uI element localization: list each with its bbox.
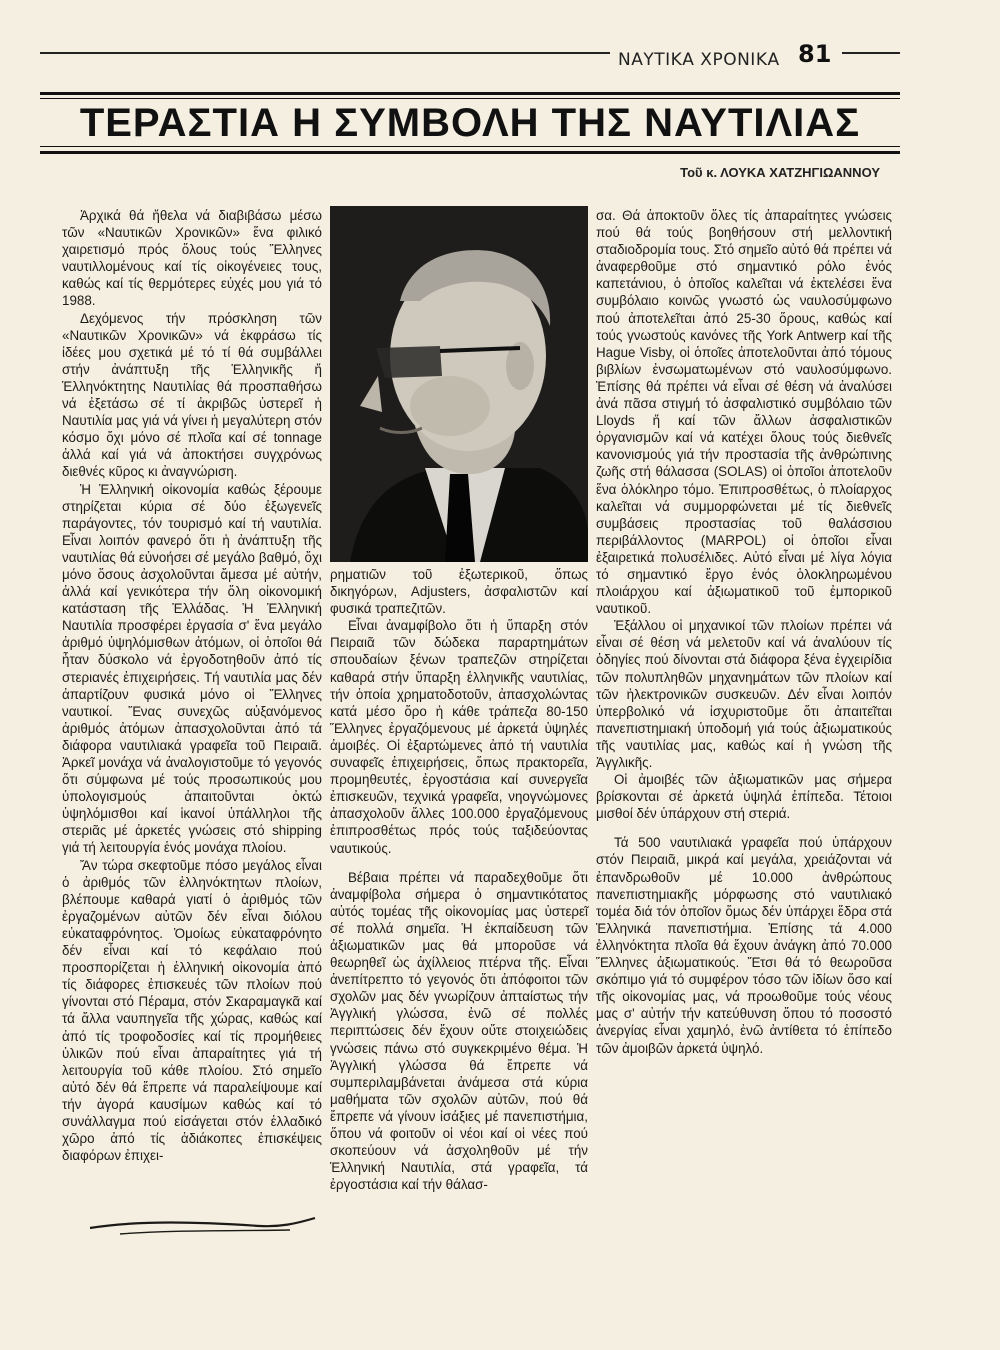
paragraph: Δεχόμενος τήν πρόσκληση τῶν «Ναυτικῶν Χρονικῶν» νά ἐκφράσω τίς ἰδέες μου σχετικά μέ τό τί θά συμβάλλει στήν ἀνάπτυξη τῆς Ἑλληνικῆς ἤ Ἑλληνόκτητης Ναυτιλίας θά προσπαθήσω νά ἐξετάσω σέ τί ἀκριβῶς ὑστερεῖ ἡ Ναυτιλία μας γιά νά γίνει ἡ μεγαλύτερη στόν κόσμο ὄχι μόνο σέ πλοῖα καί σέ tonnage ἀλλά καί γιά νά ἀποκτήσει συγχρόνως διεθνές κῦρος κι ἀναγνώριση. xyxy=(62,310,322,480)
page-number: 81 xyxy=(798,40,832,68)
headline-rule-top-thick xyxy=(40,92,900,95)
paragraph-gap xyxy=(596,822,892,834)
paragraph: Εἶναι ἀναμφίβολο ὅτι ἡ ὕπαρξη στόν Πειραιᾶ τῶν δώδεκα παραρτημάτων σπουδαίων ξένων τραπεζῶν στηρίζεται καθαρά στήν ὕπαρξη ἑλληνικῆς ναυτιλίας, τήν ὁποία χρηματοδοτοῦν, ἀπασχολώντας κατά μέσο ὅρο ἡ κάθε τράπεζα 80-150 Ἕλληνες ἐργαζόμενους μέ ἀρκετά ὑψηλές ἀμοιβές. Οἱ ἐξαρτώμενες ἀπό τή ναυτιλία συναφεῖς ἐπιχειρήσεις, ὅπως πρακτορεῖα, προμηθευτές, ἐργοστάσια καί συνεργεῖα ἐπισκευῶν, τεχνικά γραφεῖα, νηογνώμονες ἀπασχολοῦν ἄλλες 100.000 ἐργαζόμενους ἐπιπροσθέτως πρός τούς ταξιδεύοντας ναυτικούς. xyxy=(330,618,588,856)
author-portrait-image xyxy=(330,206,588,562)
running-title: ΝΑΥΤΙΚΑ ΧΡΟΝΙΚΑ xyxy=(618,50,780,70)
paragraph: Ἡ Ἑλληνική οἰκονομία καθώς ξέρουμε στηρίζεται κύρια σέ δύο ἐξωγενεῖς παράγοντες, τόν τουρισμό καί τή ναυτιλία. Εἶναι λοιπόν φανερό ὅτι ἡ ἀνάπτυξη τῆς ναυτιλίας θά εὐνοήσει σέ μεγάλο βαθμό, ὄχι μόνο ὅσους ἀσχολοῦνται ἄμεσα μέ αὐτήν, ἀλλά καί γενικότερα τήν ὅλη οἰκονομική κατάσταση τῆς Ἑλλάδας. Ἡ Ἑλληνική Ναυτιλία προσφέρει ἐργασία σ' ἕνα μεγάλο ἀριθμό ὑψηλόμισθων ἀτόμων, οἱ ὁποῖοι θά ἦταν δύσκολο νά ἐργοδοτηθοῦν ἀπό τίς στεριανές ἐπιχειρήσεις. Τή ναυτιλία μας δέν ἀπαρτίζουν φυσικά μόνο οἱ Ἕλληνες ναυτικοί. Ἕνας συνεχῶς αὐξανόμενος ἀριθμός ἀτόμων ἀπασχολοῦνται ἀπό τά διάφορα ναυτιλιακά γραφεῖα τοῦ Πειραιᾶ. Ἀρκεῖ μονάχα νά ἀναλογιστοῦμε τό γεγονός ὅτι σύμφωνα μέ τούς προσωπικούς μου ὑπολογισμούς ἀπαιτοῦνται ὀκτώ ὑψηλόμισθοι καί ἱκανοί ὑπάλληλοι τῆς στεριᾶς μέ ἀρκετές γνώσεις στό shipping γιά τή λειτουργία ἑνός μονάχα πλοίου. xyxy=(62,481,322,856)
paragraph: Ἀρχικά θά ἤθελα νά διαβιβάσω μέσω τῶν «Ναυτικῶν Χρονικῶν» ἕνα φιλικό χαιρετισμό πρός ὅλους τούς Ἕλληνες ναυτιλλομένους καί τίς οἰκογένειες τους, καθώς καί τίς θερμότερες εὐχές μου γιά τό 1988. xyxy=(62,208,322,309)
paragraph-gap xyxy=(330,857,588,869)
article-byline: Τοῦ κ. ΛΟΥΚΑ ΧΑΤΖΗΓΙΩΑΝΝΟΥ xyxy=(680,165,880,180)
author-photo xyxy=(330,206,588,562)
paragraph: Τά 500 ναυτιλιακά γραφεῖα πού ὑπάρχουν στόν Πειραιᾶ, μικρά καί μεγάλα, χρειάζονται νά ἐπανδρωθοῦν μέ 10.000 ἀνθρώπους πανεπιστημιακῆς μόρφωσης στό ναυτιλιακό τομέα διά τόν ὁποῖον ὅμως δέν ὑπάρχει ἕδρα στά Ἑλληνικά πανεπιστήμια. Ἐπίσης τά 4.000 ἑλληνόκτητα πλοῖα θά ἔχουν ἀνάγκη ἀπό 70.000 Ἕλληνες ἀξιωματικούς. Ἔτσι θά τό θεωροῦσα σκόπιμο γιά τό συμφέρον τόσο τῶν ἰδίων ὅσο καί τῆς οἰκονομίας μας, νά προωθοῦμε τούς νέους μας σ' αὐτήν τήν κατεύθυνση ὅπου τό ποσοστό ἀνεργίας εἶναι χαμηλό, ἐνῶ ἀντίθετα τό ἐπίπεδο τῶν ἀμοιβῶν ἀρκετά ὑψηλό. xyxy=(596,835,892,1056)
paragraph: Οἱ ἀμοιβές τῶν ἀξιωματικῶν μας σήμερα βρίσκονται σέ ἀρκετά ὑψηλά ἐπίπεδα. Τέτοιοι μισθοί δέν ὑπάρχουν στή στεριά. xyxy=(596,772,892,822)
header-rule-right xyxy=(842,52,900,54)
end-mark-flourish xyxy=(80,1200,330,1250)
paragraph: Ἐξάλλου οἱ μηχανικοί τῶν πλοίων πρέπει νά εἶναι σέ θέση νά μελετοῦν καί νά ἀναλύουν τίς ὁδηγίες πού δίνονται στά διάφορα ξένα ἐγχειρίδια τῶν πολυπληθῶν μηχανημάτων τῶν πλοίων καί τῶν ἠλεκτρονικῶν συσκευῶν. Δέν εἶναι λοιπόν ὑπερβολικό νά ἰσχυριστοῦμε ὅτι ἀπαιτεῖται πανεπιστημιακή ὑποδομή γιά τούς ἀξιωματικούς τῆς ναυτιλίας μας, καθώς καί ἡ γνώση τῆς Ἀγγλικῆς. xyxy=(596,618,892,770)
paragraph: Βέβαια πρέπει νά παραδεχθοῦμε ὅτι ἀναμφίβολα σήμερα ὁ σημαντικότατος αὐτός τομέας τῆς οἰκονομίας μας ὑστερεῖ σέ πολλά σημεῖα. Ἡ ἐκπαίδευση τῶν ἀξιωματικῶν μας θά μποροῦσε νά θεωρηθεῖ ὡς ἀχίλλειος πτέρνα τῆς. Εἶναι ἀνεπίτρεπτο τό γεγονός ὅτι ἀπόφοιτοι τῶν σχολῶν μας δέν γνωρίζουν ἀπταίστως τήν Ἀγγλική γλώσσα, ἐνῶ σέ πολλές περιπτώσεις δέν ἔχουν οὔτε στοιχειώδεις γνώσεις πάνω στό συγκεκριμένο θέμα. Ἡ Ἀγγλική γλώσσα θά ἔπρεπε νά συμπεριλαμβάνεται ἀνάμεσα στά κύρια μαθήματα τῶν σχολῶν αὐτῶν, πού θά ἔπρεπε νά γίνουν ἰσάξιες μέ πανεπιστήμια, ὅπου νά φοιτοῦν οἱ νέοι καί οἱ νέες πού σκοπεύουν νά ἀσχοληθοῦν μέ τήν Ἑλληνική Ναυτιλία, στά γραφεῖα, τά ἐργοστάσια καί τήν θάλασ- xyxy=(330,869,588,1193)
paragraph: ρηματιῶν τοῦ ἐξωτερικοῦ, ὅπως δικηγόρων, Adjusters, ἀσφαλιστῶν καί φυσικά τραπεζιτῶν. xyxy=(330,567,588,617)
headline-rule-top-thin xyxy=(40,98,900,99)
header-rule-left xyxy=(40,52,610,54)
article-column-3 xyxy=(596,207,892,1057)
headline-rule-bottom-thin xyxy=(40,146,900,147)
paragraph: σα. Θά ἀποκτοῦν ὅλες τίς ἀπαραίτητες γνώσεις πού θά τούς βοηθήσουν στή μελλοντική σταδιοδρομία τους. Στό σημεῖο αὐτό θά πρέπει νά ἀναφερθοῦμε στό σημαντικό ρόλο ἑνός καπετάνιου, ὁ ὁποῖος καλεῖται νά ἐκτελέσει ἕνα συμβόλαιο κοινῶς γνωστό ὡς ναυλοσύμφωνο πού ἀποτελεῖται ἀπό 25-30 ὅρους, καθώς καί τούς γνωστούς κανόνες τῆς York Antwerp καί τῆς Hague Visby, οἱ ὁποῖες ἀποτελοῦνται ἀπό τόμους βιβλίων ἐνσωματωμένων στό ναυλοσύμφωνο. Ἐπίσης θά πρέπει νά εἶναι σέ θέση νά ἀναλύσει ἀνά πᾶσα στιγμή τό ἀσφαλιστικό συμβόλαιο τῶν Lloyds ἤ καί τῶν ἄλλων ἀσφαλιστικῶν ὀργανισμῶν καί νά κατέχει ὅλους τούς διεθνεῖς κανονισμούς γιά τήν προστασία τῆς ἀνθρώπινης ζωῆς στή θάλασσα (SOLAS) οἱ ὁποῖοι ἀποτελοῦν ἕνα ὁλόκληρο τόμο. Ἐπιπροσθέτως, ὁ πλοίαρχος καλεῖται νά συμμορφώνεται μέ τίς διεθνεῖς συμβάσεις προστασίας τοῦ θαλάσσιου περιβάλλοντος (MARPOL) οἱ ὁποῖοι εἶναι ἐξαιρετικά πολυσέλιδες. Αὐτό εἶναι μέ λίγα λόγια τό σημαντικό ἔργο ἑνός ὁλοκληρωμένου πλοιάρχου καί ἀξιωματικοῦ τοῦ ἐμπορικοῦ ναυτικοῦ. xyxy=(596,208,892,617)
article-column-2 xyxy=(330,566,588,1193)
article-title: ΤΕΡΑΣΤΙΑ Η ΣΥΜΒΟΛΗ ΤΗΣ ΝΑΥΤΙΛΙΑΣ xyxy=(79,101,861,145)
paragraph: Ἄν τώρα σκεφτοῦμε πόσο μεγάλος εἶναι ὁ ἀριθμός τῶν ἑλληνόκτητων πλοίων, βλέπουμε καθαρά γιατί ὁ ἀριθμός τῶν ἐργαζομένων αὐτῶν δέν εἶναι διόλου εὐκαταφρόνητος. Ὁμοίως εὐκαταφρόνητο δέν εἶναι καί τό κεφάλαιο πού προσπορίζεται ἡ ἑλληνική οἰκονομία ἀπό τίς διάφορες ἐπισκευές τῶν πλοίων πού γίνονται στό Πέραμα, στόν Σκαραμαγκᾶ καί τά ἄλλα ναυπηγεῖα τῆς χώρας, καθώς καί ἀπό τίς τροφοδοσίες καί τίς προμήθειες ὑλικῶν πού εἶναι ἀπαραίτητες γιά τή λειτουργία τοῦ κάθε πλοίου. Στό σημεῖο αὐτό δέν θά ἔπρεπε νά παραλείψουμε καί τήν ἀγορά καυσίμων καθώς καί τό συνάλλαγμα πού εἰσάγεται στόν ἑλλαδικό χῶρο ἀπό τίς ἀδιάκοπες ἐπισκέψεις διαφόρων ἐπιχει- xyxy=(62,857,322,1164)
headline-rule-bottom-thick xyxy=(40,151,900,154)
article-column-1 xyxy=(62,207,322,1164)
